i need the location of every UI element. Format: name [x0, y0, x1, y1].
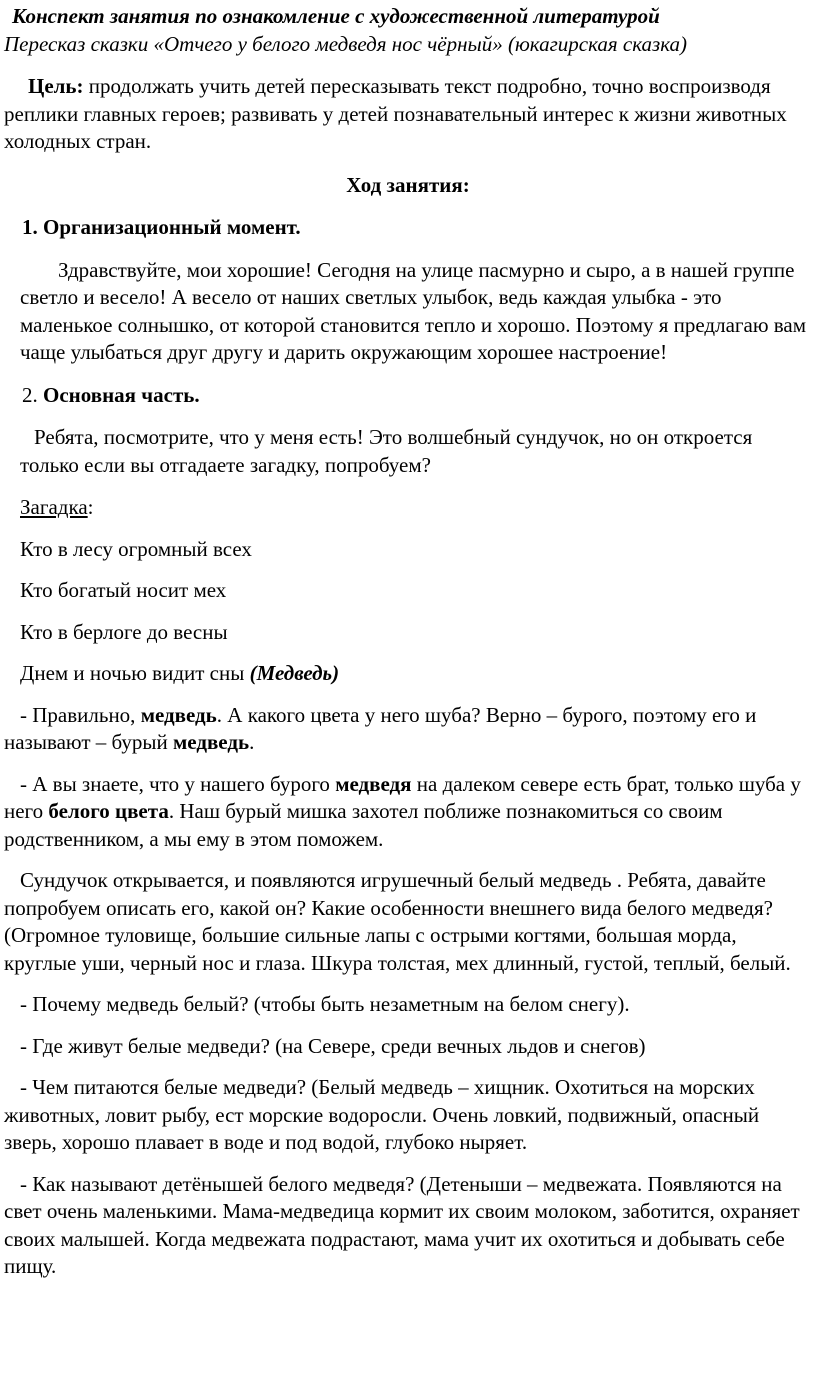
goal-label: Цель: [28, 74, 84, 98]
riddle-label-line [20, 494, 812, 522]
dialog-1-bold-bear: медведь [140, 702, 217, 727]
goal-text: продолжать учить детей пересказывать текст подробно, точно воспроизводя реплики главных героев; развивать у детей познавательный интерес к жизни животных холодных стран. [4, 74, 787, 153]
dialog-paragraph-1 [4, 702, 812, 757]
dialog-2-bold-white: белого цвета [48, 799, 169, 823]
dialog-paragraph-5: - Где живут белые медведи? (на Севере, среди вечных льдов и снегов) [20, 1033, 646, 1058]
dialog-paragraph-7: - Как называют детёнышей белого медведя? (Детеныши – медвежата. Появляются на свет очень маленькими. Мама-медведица кормит их своим молоком, заботится, охраняет своих малышей. Когда медвежата подрастают, мама учит их охотиться и добывать себе пищу. [4, 1171, 800, 1278]
goal-paragraph [4, 73, 812, 156]
dialog-2-part-e: . Наш бурый мишка захотел поближе познакомиться со своим родственником, а мы ему в этом поможем. [4, 799, 723, 851]
lesson-heading: Ход занятия: [346, 172, 470, 197]
dialog-2-part-a: - А вы знаете, что у нашего бурого [20, 771, 336, 796]
dialog-paragraph-4: - Почему медведь белый? (чтобы быть незаметным на белом снегу). [20, 992, 630, 1016]
dialog-1-part-e: . [249, 730, 255, 754]
dialog-1-part-c: . А какого цвета у него шуба? Верно – бурого, поэтому его и называют – бурый [4, 702, 757, 754]
section-1-heading [22, 214, 812, 242]
riddle-line-3: Кто в берлоге до весны [20, 619, 228, 644]
riddle-line-4-text: Днем и ночью видит сны [20, 661, 250, 685]
riddle-line-1: Кто в лесу огромный всех [20, 536, 252, 561]
document-subtitle: Пересказ сказки «Отчего у белого медведя нос чёрный» (юкагирская сказка) [4, 32, 688, 56]
dialog-2-bold-bear: медведя [335, 771, 412, 796]
riddle-line-4 [20, 660, 812, 688]
dialog-1-part-a: - Правильно, [20, 702, 141, 727]
section-1-text: Здравствуйте, мои хорошие! Сегодня на улице пасмурно и сыро, а в нашей группе светло и весело! А весело от наших светлых улыбок, ведь каждая улыбка - это маленькое солнышко, от которой становится тепло и хорошо. Поэтому я предлагаю вам чаще улыбаться друг другу и дарить окружающим хорошее настроение! [20, 257, 807, 364]
section-2-heading-text: Основная часть. [43, 382, 200, 407]
section-2-text: Ребята, посмотрите, что у меня есть! Это волшебный сундучок, но он откроется только если вы отгадаете загадку, попробуем? [20, 425, 753, 477]
document-title: Конспект занятия по ознакомление с художественной литературой [12, 4, 660, 28]
dialog-paragraph-3: Сундучок открывается, и появляются игрушечный белый медведь . Ребята, давайте попробуем описать его, какой он? Какие особенности внешнего вида белого медведя? (Огромное туловище, большие сильные лапы с острыми когтями, большая морда, круглые уши, черный нос и глаза. Шкура толстая, мех длинный, густой, теплый, белый. [4, 868, 791, 975]
dialog-paragraph-6: - Чем питаются белые медведи? (Белый медведь – хищник. Охотиться на морских животных, ловит рыбу, ест морские водоросли. Очень ловкий, подвижный, опасный зверь, хорошо плавает в воде и под водой, глубоко ныряет. [4, 1075, 760, 1154]
riddle-label: Загадка [20, 495, 88, 519]
dialog-paragraph-2 [4, 771, 812, 854]
section-2-number: 2. [22, 382, 43, 407]
riddle-line-2: Кто богатый носит мех [20, 578, 227, 602]
section-1-heading-text: 1. Организационный момент. [22, 215, 301, 239]
dialog-2-part-c: на далеком севере есть брат, только шуба у него [4, 771, 801, 823]
dialog-1-bold-bear-2: медведь [173, 730, 250, 754]
riddle-answer: (Медведь) [249, 661, 340, 685]
riddle-colon: : [87, 495, 94, 519]
section-2-heading [22, 382, 812, 410]
